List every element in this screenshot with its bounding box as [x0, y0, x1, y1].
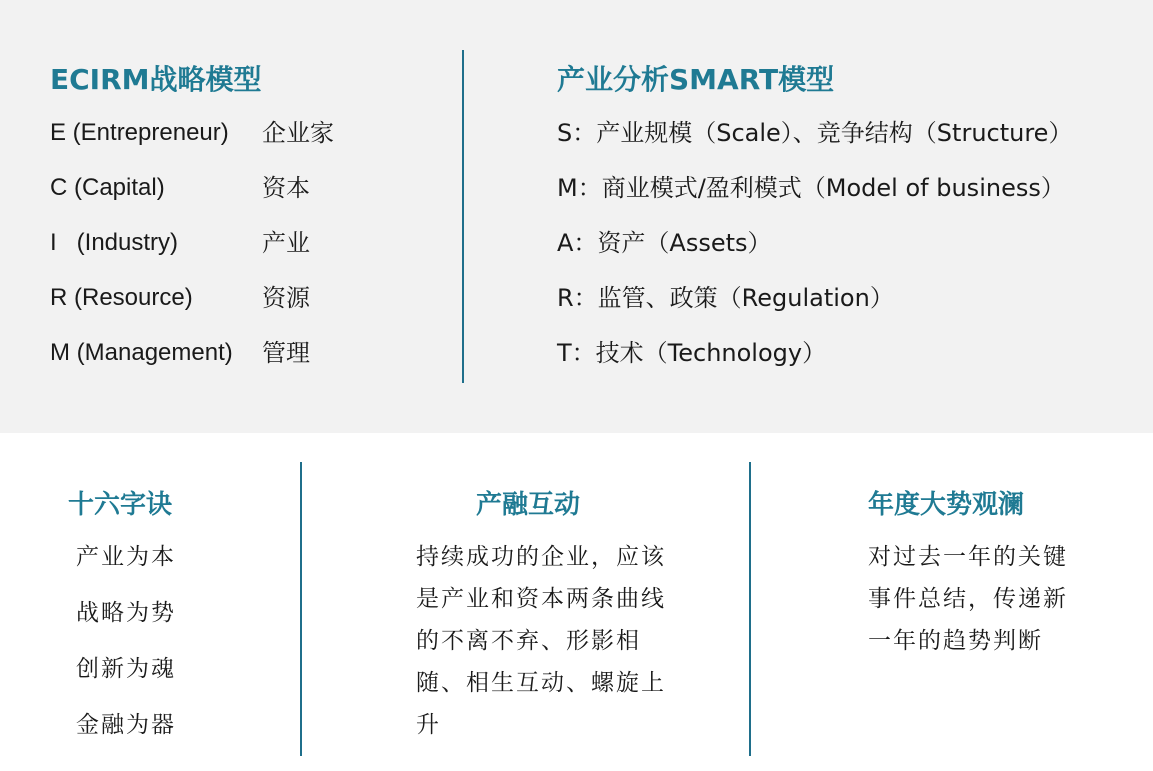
ecirm-item-en: E (Entrepreneur) — [50, 119, 229, 146]
ecirm-item-en: M (Management) — [50, 339, 233, 366]
motto-list — [76, 542, 176, 766]
list-item: 战略为势 — [76, 600, 176, 626]
list-item: M：商业模式/盈利模式（Model of business） — [557, 174, 1065, 202]
synergy-text: 持续成功的企业，应该是产业和资本两条曲线的不离不弃、形影相随、相生互动、螺旋上升 — [416, 544, 666, 738]
ecirm-title: ECIRM战略模型 — [50, 63, 262, 96]
annual-text: 对过去一年的关键事件总结，传递新一年的趋势判断 — [868, 544, 1068, 654]
list-item: 创新为魂 — [76, 656, 176, 682]
motto-title: 十六字诀 — [68, 490, 173, 520]
list-item: T：技术（Technology） — [557, 339, 827, 367]
list-item: R：监管、政策（Regulation） — [557, 284, 894, 312]
list-item: 金融为器 — [76, 712, 176, 738]
divider-bottom-right — [749, 462, 751, 756]
smart-list — [557, 118, 1072, 393]
ecirm-item-en: C (Capital) — [50, 174, 165, 201]
annual-title: 年度大势观澜 — [868, 490, 1025, 520]
divider-bottom-left — [300, 462, 302, 756]
ecirm-item-cn: 资源 — [262, 284, 310, 312]
ecirm-item-cn: 企业家 — [262, 119, 334, 147]
divider-top — [462, 50, 464, 383]
smart-title: 产业分析SMART模型 — [557, 63, 835, 96]
ecirm-item-cn: 资本 — [262, 174, 310, 202]
list-item: S：产业规模（Scale）、竞争结构（Structure） — [557, 119, 1073, 147]
list-item: A：资产（Assets） — [557, 229, 772, 257]
ecirm-item-en: I (Industry) — [50, 229, 179, 256]
ecirm-item-en: R (Resource) — [50, 284, 193, 311]
list-item: 产业为本 — [76, 544, 176, 570]
ecirm-item-cn: 产业 — [262, 229, 310, 257]
ecirm-item-cn: 管理 — [262, 339, 310, 367]
synergy-title: 产融互动 — [476, 490, 581, 520]
